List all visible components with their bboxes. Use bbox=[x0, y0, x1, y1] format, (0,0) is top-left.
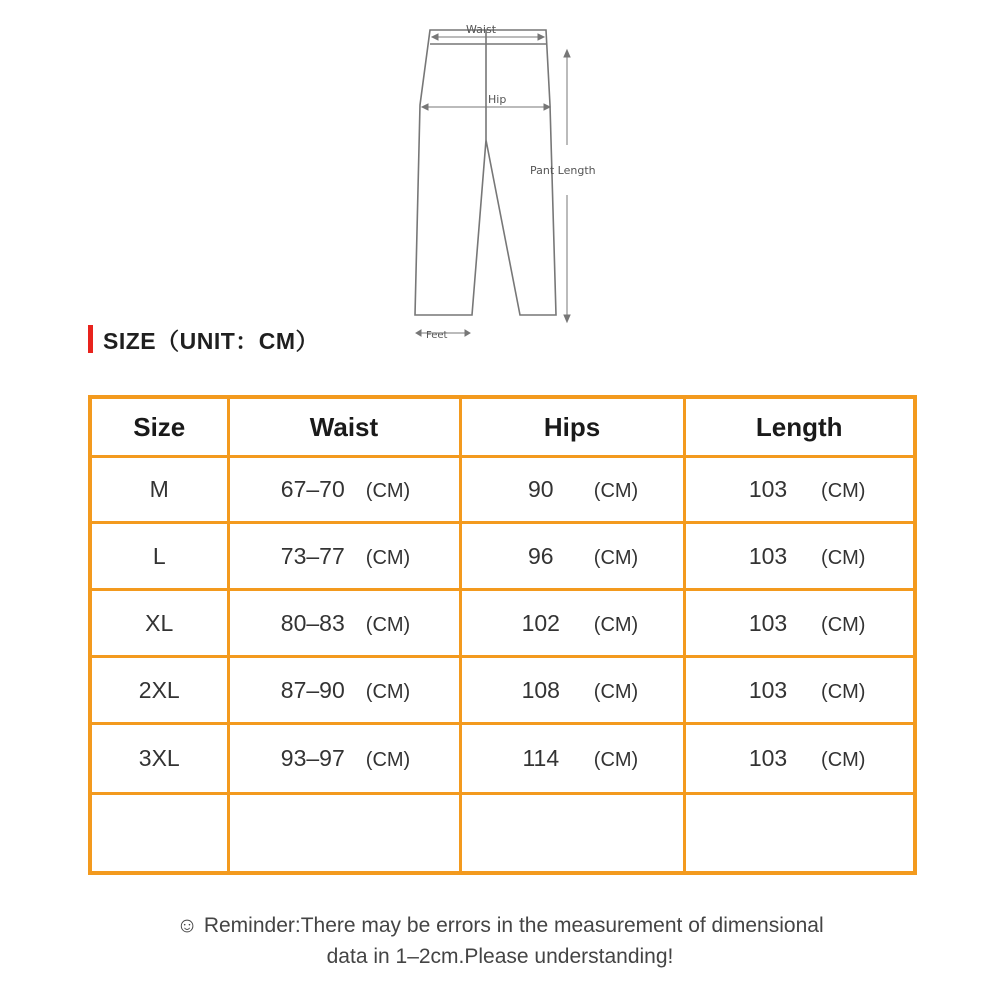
table-header-row bbox=[90, 397, 915, 457]
pants-diagram-svg bbox=[380, 0, 640, 345]
pants-measurement-diagram bbox=[380, 0, 640, 345]
table-row bbox=[90, 724, 915, 794]
feet-diagram-label: Feet bbox=[426, 330, 448, 341]
size-cell: 2XL bbox=[90, 657, 228, 724]
length-value: 103 bbox=[748, 542, 788, 569]
length-cell bbox=[684, 523, 915, 590]
length-unit: (CM) bbox=[821, 749, 866, 771]
hips-cell bbox=[460, 724, 684, 794]
size-cell: M bbox=[90, 457, 228, 523]
reminder-line-1: Reminder:There may be errors in the measurement of dimensional bbox=[203, 914, 824, 937]
waist-unit: (CM) bbox=[365, 480, 411, 502]
waist-value: 80–83 bbox=[280, 609, 345, 636]
length-value: 103 bbox=[748, 609, 788, 636]
hips-unit: (CM) bbox=[593, 613, 639, 636]
length-cell bbox=[684, 590, 915, 657]
header-length: Length bbox=[684, 397, 915, 457]
length-cell bbox=[684, 657, 915, 724]
waist-unit: (CM) bbox=[365, 546, 411, 569]
header-hips: Hips bbox=[460, 397, 684, 457]
length-unit: (CM) bbox=[821, 680, 866, 703]
table-row bbox=[90, 657, 915, 724]
waist-cell bbox=[228, 724, 460, 794]
hips-value: 114 bbox=[522, 745, 560, 771]
size-section-title bbox=[88, 324, 319, 354]
table-row bbox=[90, 523, 915, 590]
size-cell: 3XL bbox=[90, 724, 228, 794]
section-title-text: SIZE（UNIT：CM） bbox=[103, 327, 320, 354]
size-cell: XL bbox=[90, 590, 228, 657]
reminder-line-2: data in 1–2cm.Please understanding! bbox=[326, 945, 674, 968]
size-chart-table bbox=[88, 395, 917, 875]
hips-value: 90 bbox=[527, 476, 554, 502]
length-unit: (CM) bbox=[821, 480, 866, 502]
hip-diagram-label: Hip bbox=[488, 93, 507, 106]
hips-cell bbox=[460, 590, 684, 657]
waist-cell bbox=[228, 457, 460, 523]
waist-value: 93–97 bbox=[280, 745, 345, 771]
pant-length-diagram-label: Pant Length bbox=[530, 164, 596, 177]
hips-cell bbox=[460, 657, 684, 724]
waist-cell bbox=[228, 657, 460, 724]
reminder-note bbox=[0, 910, 1000, 972]
hips-cell bbox=[460, 523, 684, 590]
empty-cell bbox=[460, 794, 684, 874]
header-waist: Waist bbox=[228, 397, 460, 457]
empty-cell bbox=[684, 794, 915, 874]
table-row bbox=[90, 457, 915, 523]
length-value: 103 bbox=[748, 676, 788, 703]
waist-value: 67–70 bbox=[280, 476, 345, 502]
header-size: Size bbox=[90, 397, 228, 457]
length-unit: (CM) bbox=[821, 613, 866, 636]
hips-cell bbox=[460, 457, 684, 523]
hips-unit: (CM) bbox=[593, 480, 639, 502]
accent-bar bbox=[88, 325, 93, 353]
length-cell bbox=[684, 457, 915, 523]
hips-value: 102 bbox=[521, 609, 560, 636]
waist-value: 73–77 bbox=[280, 542, 345, 569]
length-value: 103 bbox=[748, 745, 788, 771]
size-cell: L bbox=[90, 523, 228, 590]
waist-cell bbox=[228, 523, 460, 590]
hips-value: 96 bbox=[527, 542, 554, 569]
empty-cell bbox=[228, 794, 460, 874]
table-row bbox=[90, 590, 915, 657]
empty-table-row bbox=[90, 794, 915, 874]
hips-value: 108 bbox=[521, 676, 560, 703]
empty-cell bbox=[90, 794, 228, 874]
smiley-icon: ☺ bbox=[176, 914, 198, 937]
waist-unit: (CM) bbox=[365, 749, 411, 771]
hips-unit: (CM) bbox=[593, 546, 639, 569]
waist-cell bbox=[228, 590, 460, 657]
waist-value: 87–90 bbox=[280, 676, 345, 703]
waist-unit: (CM) bbox=[365, 680, 411, 703]
hips-unit: (CM) bbox=[593, 680, 639, 703]
waist-unit: (CM) bbox=[365, 613, 411, 636]
length-value: 103 bbox=[748, 476, 788, 502]
length-unit: (CM) bbox=[821, 546, 866, 569]
waist-diagram-label: Waist bbox=[466, 23, 497, 36]
length-cell bbox=[684, 724, 915, 794]
hips-unit: (CM) bbox=[593, 749, 639, 771]
